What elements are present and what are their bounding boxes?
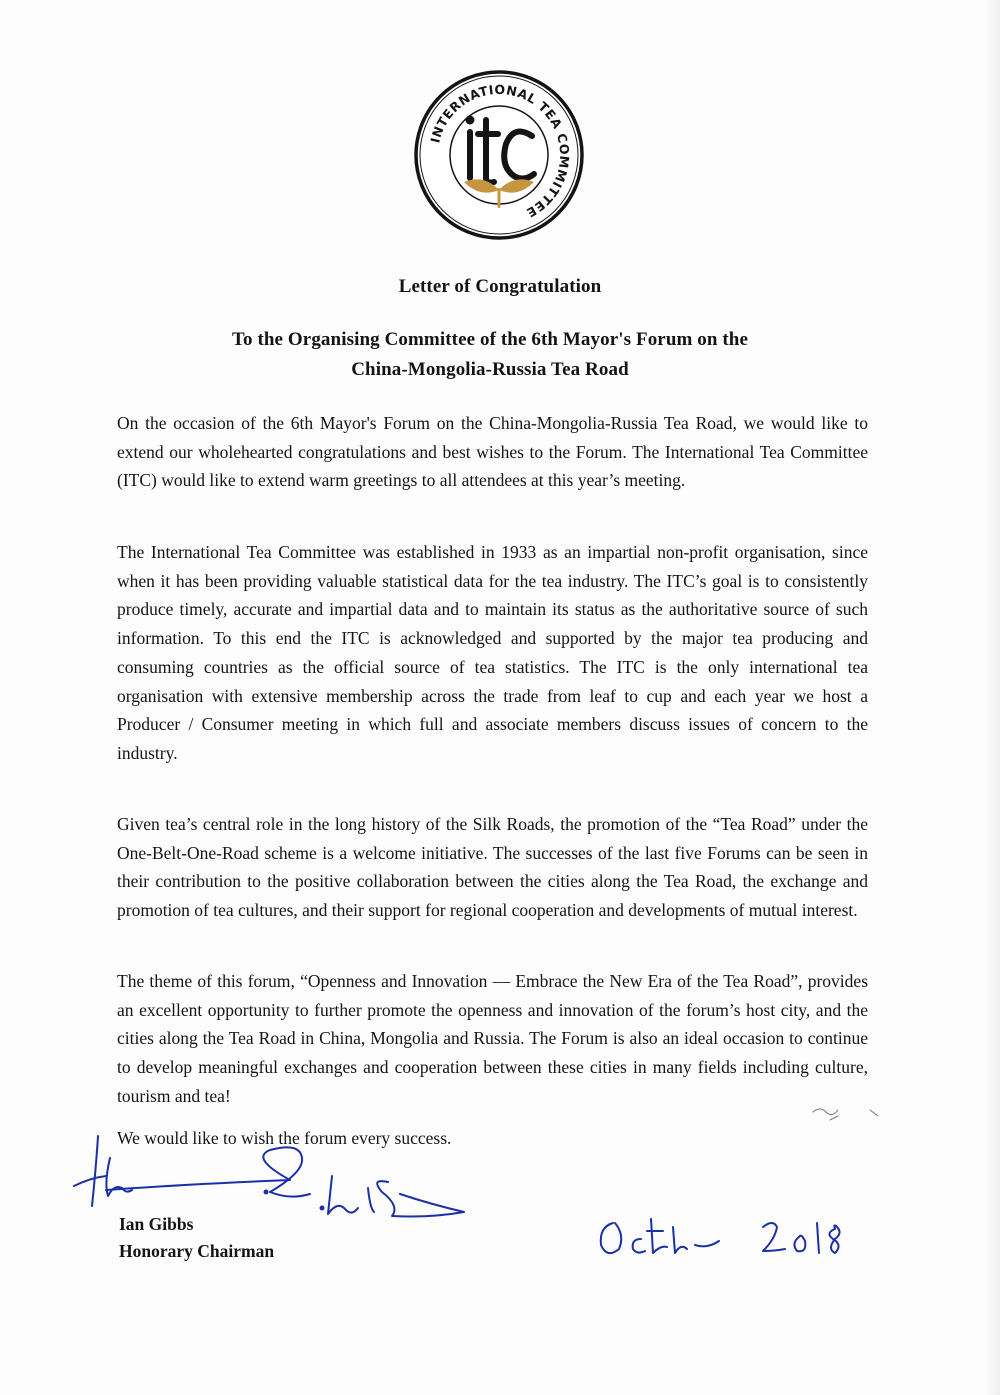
- signer-title: Honorary Chairman: [119, 1241, 275, 1261]
- page-edge-shadow: [986, 0, 1000, 1395]
- paragraph-forum-theme: The theme of this forum, “Openness and Innovation — Embrace the New Era of the Tea Road”, provides an excellent opportunity to further promote the openness and innovation of the forum’s host city, and the cities along the Tea Road in China, Mongolia and Russia. The Forum is also an ideal occasion to continue to develop meaningful exchanges and cooperation between these cities in many fields including culture, tourism and tea!: [117, 971, 868, 1106]
- paragraph-about-itc: The International Tea Committee was established in 1933 as an impartial non-profit organisation, since when it has been providing valuable statistical data for the tea industry. The ITC’s goal is to consistently produce timely, accurate and impartial data and to maintain its status as the authoritative source of such information. To this end the ITC is acknowledged and supported by the major tea producing and consuming countries as the official source of tea statistics. The ITC is the only international tea organisation with extensive membership across the trade from leaf to cup and each year we host a Producer / Consumer meeting in which full and associate members discuss issues of concern to the industry.: [117, 542, 868, 763]
- handwritten-date: [595, 1205, 855, 1265]
- addressee-line-2: China-Mongolia-Russia Tea Road: [351, 359, 629, 380]
- addressee-line-1: To the Organising Committee of the 6th Mayor's Forum on the: [231, 329, 749, 350]
- paragraph-closing: We would like to wish the forum every success.: [117, 1128, 452, 1148]
- signer-name: Ian Gibbs: [119, 1214, 194, 1234]
- margin-scribble: [808, 1100, 888, 1130]
- itc-seal: [414, 70, 584, 240]
- itc-logo: [414, 70, 584, 240]
- logo-ring-text: INTERNATIONAL TEA COMMITTEE: [427, 81, 573, 221]
- paragraph-opening: On the occasion of the 6th Mayor's Forum on the China-Mongolia-Russia Tea Road, we would like to extend our wholehearted congratulations and best wishes to the Forum. The International Tea Committee (ITC) would like to extend warm greetings to all attendees at this year’s meeting.: [117, 413, 868, 491]
- paragraph-tea-road: Given tea’s central role in the long history of the Silk Roads, the promotion of the “Tea Road” under the One-Belt-One-Road scheme is a welcome initiative. The successes of the last five Forums can be seen in their contribution to the positive collaboration between the cities along the Tea Road, the exchange and promotion of tea cultures, and their support for regional cooperation and developments of mutual interest.: [117, 814, 868, 921]
- handwritten-signature: [70, 1128, 470, 1228]
- letter-title: Letter of Congratulation: [398, 276, 602, 297]
